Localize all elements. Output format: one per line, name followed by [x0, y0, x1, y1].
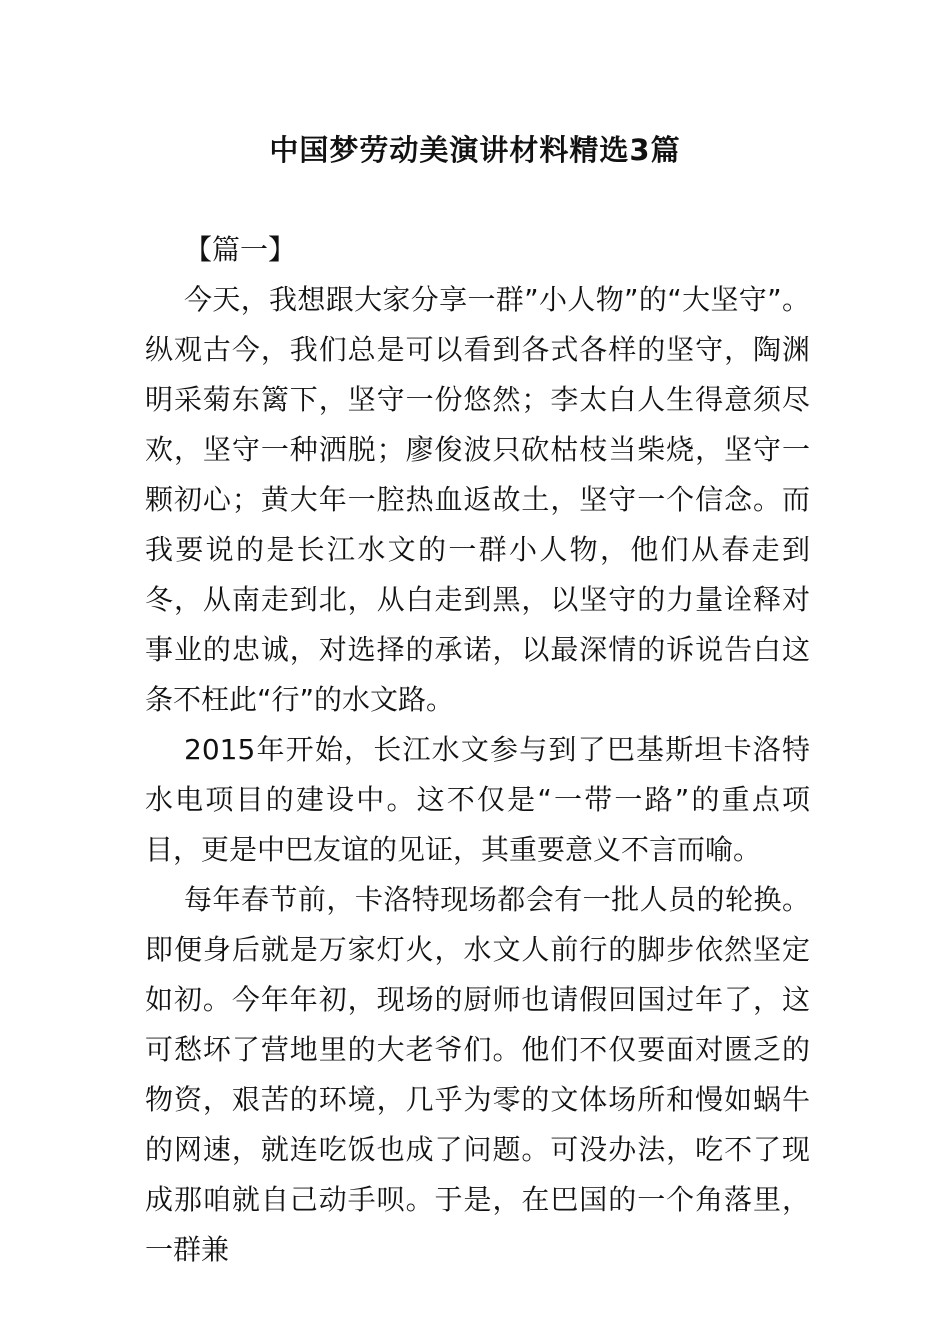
section-label: 【篇一】 — [184, 233, 297, 266]
paragraph: 每年春节前，卡洛特现场都会有一批人员的轮换。即便身后就是万家灯火，水文人前行的脚步依然坚定如初。今年年初，现场的厨师也请假回国过年了，这可愁坏了营地里的大老爷们。他们不仅要面对匮乏的物资，艰苦的环境，几乎为零的文体场所和慢如蜗牛的网速，就连吃饭也成了问题。可没办法，吃不了现成那咱就自己动手呗。于是，在巴国的一个角落里，一群兼 — [145, 883, 810, 1266]
paragraph: 2015年开始，长江水文参与到了巴基斯坦卡洛特水电项目的建设中。这不仅是“一带一路”的重点项目，更是中巴友谊的见证，其重要意义不言而喻。 — [145, 733, 810, 866]
document-title: 中国梦劳动美演讲材料精选3篇 — [269, 133, 681, 167]
document-body — [145, 275, 810, 1275]
paragraph: 今天，我想跟大家分享一群”小人物”的“大坚守”。纵观古今，我们总是可以看到各式各样的坚守，陶渊明采菊东篱下，坚守一份悠然；李太白人生得意须尽欢，坚守一种洒脱；廖俊波只砍枯枝当柴烧，坚守一颗初心；黄大年一腔热血返故土，坚守一个信念。而我要说的是长江水文的一群小人物，他们从春走到冬，从南走到北，从白走到黑，以坚守的力量诠释对事业的忠诚，对选择的承诺，以最深情的诉说告白这条不枉此“行”的水文路。 — [145, 283, 810, 716]
